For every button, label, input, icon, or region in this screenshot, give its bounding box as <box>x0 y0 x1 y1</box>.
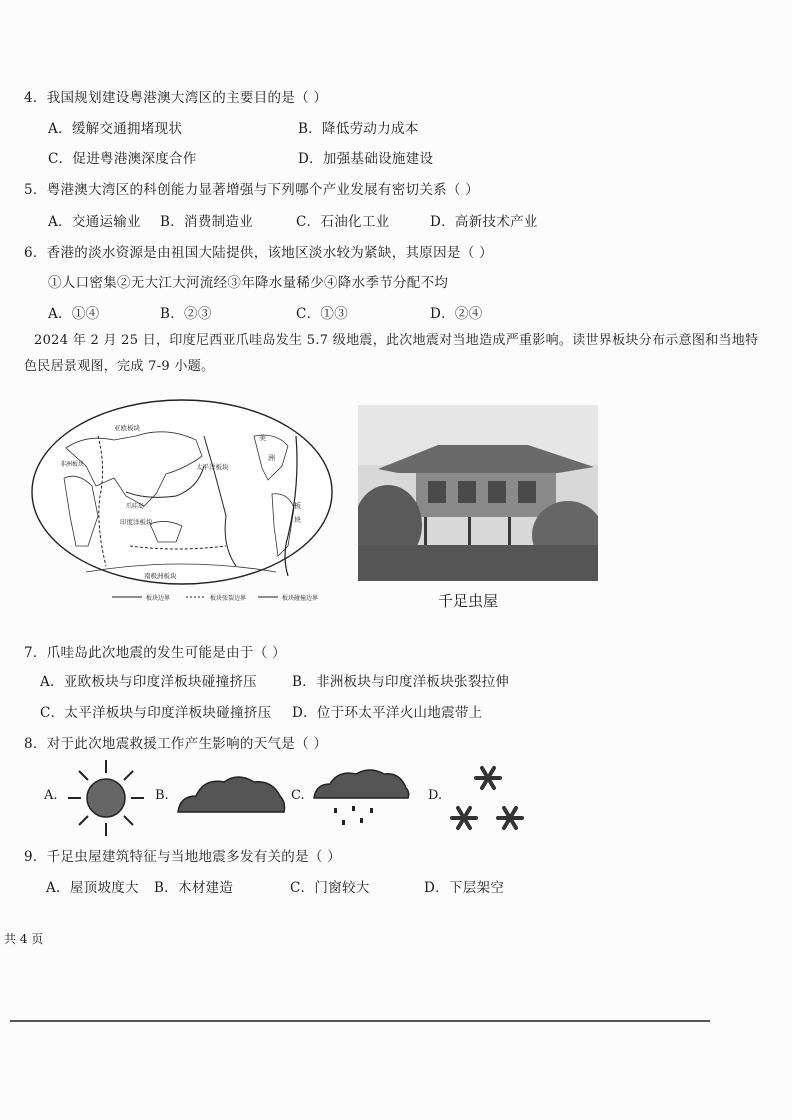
q4-option-d[interactable]: D．加强基础设施建设 <box>298 151 434 167</box>
question-9-stem: 9．千足虫屋建筑特征与当地地震多发有关的是（ ） <box>24 849 342 865</box>
label-indian: 印度洋板块 <box>120 518 153 526</box>
q7-option-b[interactable]: B．非洲板块与印度洋板块张裂拉伸 <box>292 674 510 690</box>
q5-option-c[interactable]: C．石油化工业 <box>296 214 390 230</box>
q5-option-b[interactable]: B．消费制造业 <box>160 214 254 230</box>
label-america-3: 板 <box>294 502 301 510</box>
q6-statement: ①人口密集②无大江大河流经③年降水量稀少④降水季节分配不均 <box>48 275 449 291</box>
q4-option-b[interactable]: B．降低劳动力成本 <box>298 121 419 137</box>
q6-option-b[interactable]: B．②③ <box>160 306 212 322</box>
q8-option-d[interactable]: D. <box>428 788 443 803</box>
label-java: 爪哇岛 <box>126 503 145 510</box>
q7-option-d[interactable]: D．位于环太平洋火山地震带上 <box>292 705 483 721</box>
label-africa: 非洲板块 <box>60 461 85 468</box>
question-5-stem: 5．粤港澳大湾区的科创能力显著增强与下列哪个产业发展有密切关系（ ） <box>24 182 480 198</box>
question-7-stem: 7．爪哇岛此次地震的发生可能是由于（ ） <box>24 645 286 661</box>
q9-option-b[interactable]: B．木材建造 <box>154 880 234 896</box>
q7-option-c[interactable]: C．太平洋板块与印度洋板块碰撞挤压 <box>40 705 272 721</box>
q9-option-a[interactable]: A．屋顶坡度大 <box>46 880 139 896</box>
q6-option-c[interactable]: C．①③ <box>296 306 349 322</box>
photo-caption: 千足虫屋 <box>438 592 499 610</box>
label-america-4: 块 <box>294 516 301 524</box>
label-america-2: 洲 <box>268 454 275 462</box>
q8-option-b[interactable]: B. <box>155 788 169 803</box>
q5-option-d[interactable]: D．高新技术产业 <box>430 214 538 230</box>
q6-option-a[interactable]: A．①④ <box>48 306 100 322</box>
legend-convergent: 板块碰撞边界 <box>282 595 319 602</box>
snow-icon <box>448 762 528 836</box>
cloudy-icon <box>174 772 288 816</box>
q8-option-a[interactable]: A. <box>44 788 58 803</box>
label-eurasia: 亚欧板块 <box>114 424 140 432</box>
stilt-house-photo <box>358 405 598 581</box>
page-footer: 共 4 页 <box>4 932 44 946</box>
passage-intro: 2024 年 2 月 25 日，印度尼西亚爪哇岛发生 5.7 级地震，此次地震对当地造成严重影响。读世界板块分布示意图和当地特色民居景观图，完成 7-9 小题。 <box>24 333 759 374</box>
q9-option-c[interactable]: C．门窗较大 <box>290 880 370 896</box>
question-6-stem: 6．香港的淡水资源是由祖国大陆提供，该地区淡水较为紧缺，其原因是（ ） <box>24 245 493 261</box>
label-antarctic: 南极洲板块 <box>144 572 177 580</box>
q4-option-c[interactable]: C．促进粤港澳深度合作 <box>48 151 197 167</box>
q6-option-d[interactable]: D．②④ <box>430 306 483 322</box>
legend-boundary: 板块边界 <box>146 595 171 602</box>
label-america-1: 美 <box>259 434 266 442</box>
rain-icon <box>310 766 410 830</box>
q8-option-c[interactable]: C. <box>291 788 305 803</box>
label-pacific: 太平洋板块 <box>196 463 229 471</box>
q5-option-a[interactable]: A．交通运输业 <box>48 214 141 230</box>
question-8-stem: 8．对于此次地震救援工作产生影响的天气是（ ） <box>24 736 328 752</box>
question-4-stem: 4．我国规划建设粤港澳大湾区的主要目的是（ ） <box>24 90 328 106</box>
sunny-icon <box>64 758 148 838</box>
bottom-divider <box>10 1020 710 1022</box>
q7-option-a[interactable]: A．亚欧板块与印度洋板块碰撞挤压 <box>40 674 258 690</box>
legend-divergent: 板块张裂边界 <box>210 595 247 602</box>
world-plate-map <box>26 396 338 604</box>
q4-option-a[interactable]: A．缓解交通拥堵现状 <box>48 121 183 137</box>
q9-option-d[interactable]: D．下层架空 <box>424 880 505 896</box>
